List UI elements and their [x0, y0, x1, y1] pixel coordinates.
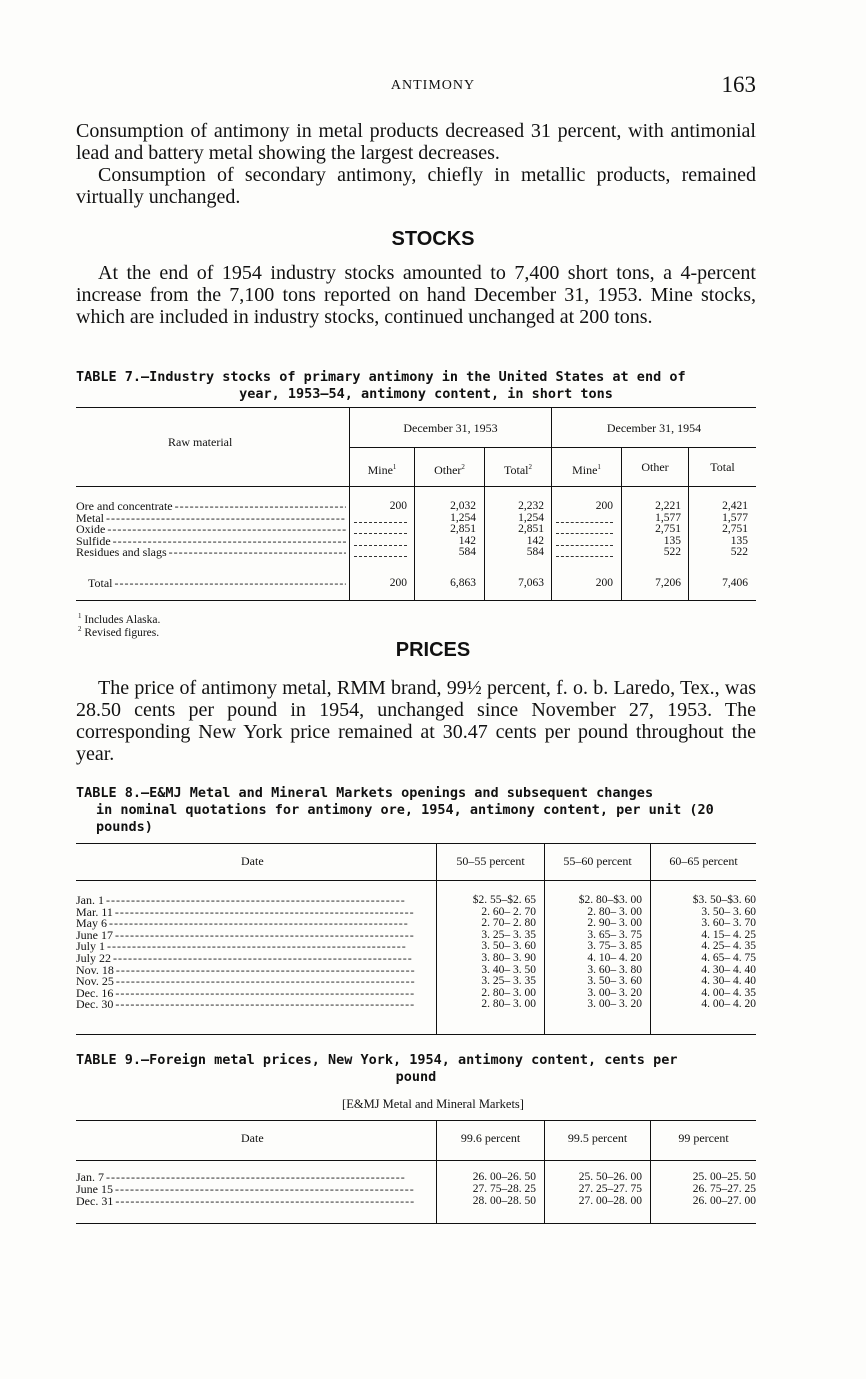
table7-cell: 584	[458, 546, 476, 558]
table8-caption-line3: pounds)	[96, 819, 153, 835]
stocks-paragraph: At the end of 1954 industry stocks amounted to 7,400 short tons, a 4-percent increase from the 7,100 tons reported on hand December 31, 1953. Mine stocks, which are included in industry stocks, continued unchanged at 200 tons.	[76, 262, 756, 328]
table8-row-date: Nov. 18 - - -	[76, 965, 434, 977]
table7-header-total-1953: Total$^2$	[504, 463, 532, 477]
table7-cell: 142	[526, 534, 544, 547]
table7-footnote-2: $^2$ Revised figures.	[78, 625, 160, 639]
table8-cell-50-55: 2. 80– 3. 00	[481, 986, 536, 999]
table7-cell: 2,751	[722, 523, 748, 535]
table9-header-99-5: 99.5 percent	[567, 1131, 628, 1145]
table7-cell: 2,221	[655, 500, 681, 512]
table7-cell: 135	[730, 534, 748, 547]
table9-caption-line1: TABLE 9.—Foreign metal prices, New York, 1954, antimony content, cents per	[76, 1052, 678, 1068]
prices-paragraph: The price of antimony metal, RMM brand, 99½ percent, f. o. b. Laredo, Tex., was 28.50 cents per pound in 1954, unchanged since November 27, 1953. The corresponding New York price remained at 30.47 cents per pound throughout the year.	[76, 677, 756, 765]
stocks-text	[76, 262, 756, 328]
table8-row-date: Nov. 25 - - -	[76, 976, 434, 988]
table8-header-50-55: 50–55 percent	[456, 854, 525, 868]
table8-cell-55-60: 3. 75– 3. 85	[587, 940, 642, 953]
table7-cell: 2,232	[518, 500, 544, 512]
table8-cell-50-55: 3. 40– 3. 50	[481, 963, 536, 976]
prices-text	[76, 677, 756, 765]
table9-header-99: 99 percent	[678, 1131, 729, 1145]
table8-cell-60-65: 3. 60– 3. 70	[701, 917, 756, 930]
table8-row-date: Dec. 30 - - -	[76, 999, 434, 1011]
table8-cell-55-60: $2. 80–$3. 00	[578, 894, 642, 906]
table7-total-cell: 7,206	[655, 577, 681, 589]
table8-row-date: May 6 - - -	[76, 918, 434, 930]
table7-header-dec-1953: December 31, 1953	[403, 421, 498, 435]
table8-cell-50-55: 3. 50– 3. 60	[481, 940, 536, 953]
table9-cell-99-5: 25. 50–26. 00	[578, 1171, 642, 1183]
table8-cell-50-55: 3. 80– 3. 90	[481, 952, 536, 964]
table7-empty-cell	[354, 522, 407, 523]
table8-cell-50-55: 2. 60– 2. 70	[481, 905, 536, 918]
table9-cell-99-6: 28. 00–28. 50	[472, 1195, 536, 1207]
table9-cell-99-6: 26. 00–26. 50	[472, 1171, 536, 1183]
table7-total-label: Total - - -	[88, 578, 346, 590]
table8-cell-55-60: 3. 60– 3. 80	[587, 963, 642, 976]
intro-paragraph-2: Consumption of secondary antimony, chiefly in metallic products, remained virtually unchanged.	[76, 164, 756, 208]
table9-cell-99: 26. 00–27. 00	[692, 1195, 756, 1207]
table9-cell-99: 26. 75–27. 25	[692, 1183, 756, 1195]
table7-cell: 2,751	[655, 523, 681, 535]
table7-empty-cell	[354, 533, 407, 534]
prices-heading: PRICES	[395, 639, 471, 661]
table7-footnote-1: $^1$ Includes Alaska.	[78, 612, 161, 626]
table7-total-cell: 200	[389, 577, 407, 589]
table7-header-raw-material: Raw material	[168, 435, 233, 449]
table8-cell-60-65: 4. 30– 4. 40	[701, 975, 756, 988]
table7-row-label: Oxide - - -	[76, 524, 346, 536]
table8-caption	[76, 785, 756, 836]
table7-cell: 2,851	[450, 523, 476, 535]
table8-cell-60-65: 3. 50– 3. 60	[701, 905, 756, 918]
table9-row-date: Jan. 7 - - -	[76, 1172, 434, 1184]
table8-cell-55-60: 3. 65– 3. 75	[587, 928, 642, 941]
table8-cell-60-65: 4. 25– 4. 35	[701, 940, 756, 953]
table8-cell-50-55: 2. 70– 2. 80	[481, 917, 536, 930]
page-number: 163	[721, 72, 756, 97]
table7-empty-cell	[556, 533, 613, 534]
table7-cell: 1,254	[450, 511, 476, 524]
table7-caption	[76, 369, 756, 403]
table8-row-date: Jan. 1 - - -	[76, 895, 434, 907]
table7-cell: 142	[458, 534, 476, 547]
table8-row-date: July 1 - - -	[76, 941, 434, 953]
table7-header-other-1953: Other$^2$	[434, 463, 465, 477]
table7-cell: 135	[663, 534, 681, 547]
table8-header-55-60: 55–60 percent	[563, 854, 632, 868]
table8-cell-60-65: 4. 30– 4. 40	[701, 963, 756, 976]
table7-header-other-1954: Other	[641, 460, 669, 474]
table8-cell-55-60: 2. 80– 3. 00	[587, 905, 642, 918]
table9-row-date: June 15 - - -	[76, 1184, 434, 1196]
running-header: ANTIMONY	[390, 78, 476, 93]
table7-empty-cell	[354, 545, 407, 546]
table9-caption	[76, 1052, 756, 1086]
table8-caption-line1: TABLE 8.—E&MJ Metal and Mineral Markets openings and subsequent changes	[76, 785, 654, 801]
table8-cell-55-60: 3. 00– 3. 20	[587, 986, 642, 999]
table8-cell-55-60: 3. 50– 3. 60	[587, 975, 642, 988]
table9-row-date: Dec. 31 - - -	[76, 1196, 434, 1208]
table7-cell: 200	[595, 500, 613, 512]
table7-row-label: Ore and concentrate - - -	[76, 501, 346, 513]
table9-header-date: Date	[241, 1131, 264, 1145]
table7-cell: 2,421	[722, 500, 748, 512]
table7-cell: 1,577	[655, 511, 681, 524]
table8-header-60-65: 60–65 percent	[669, 854, 738, 868]
table7-cell: 200	[389, 500, 407, 512]
table9-caption-line2: pound	[395, 1069, 437, 1085]
table7-row-label: Residues and slags - - -	[76, 547, 346, 559]
table7-header-total-1954: Total	[710, 460, 735, 474]
table7-cell: 2,032	[450, 500, 476, 512]
table8-row-date: June 17 - - -	[76, 930, 434, 942]
table7-header-mine-1953: Mine$^1$	[367, 463, 397, 477]
table8-cell-50-55: 3. 25– 3. 35	[481, 928, 536, 941]
table7-caption-line2: year, 1953–54, antimony content, in short tons	[239, 386, 613, 402]
table7-cell: 2,851	[518, 523, 544, 535]
table8-row-date: July 22 - - -	[76, 953, 434, 965]
table7-cell: 584	[526, 546, 544, 558]
table9-cell-99-6: 27. 75–28. 25	[472, 1183, 536, 1195]
table7-header-mine-1954: Mine$^1$	[572, 463, 601, 477]
table8-cell-50-55: $2. 55–$2. 65	[472, 894, 536, 906]
table7-cell: 522	[730, 546, 748, 558]
table7-cell: 1,577	[722, 511, 748, 524]
intro-paragraph-1: Consumption of antimony in metal products decreased 31 percent, with antimonial lead and battery metal showing the largest decreases.	[76, 120, 756, 164]
table8-cell-55-60: 4. 10– 4. 20	[587, 952, 642, 964]
table7-empty-cell	[354, 556, 407, 557]
table8-row-date: Mar. 11 - - -	[76, 907, 434, 919]
table8-cell-60-65: 4. 65– 4. 75	[701, 952, 756, 964]
table8-header-date: Date	[241, 854, 264, 868]
table7-total-cell: 7,063	[518, 577, 544, 589]
table8-row-date: Dec. 16 - - -	[76, 988, 434, 1000]
table8-cell-60-65: 4. 15– 4. 25	[701, 928, 756, 941]
table8-cell-60-65: 4. 00– 4. 35	[701, 986, 756, 999]
table9-header-99-6: 99.6 percent	[460, 1131, 521, 1145]
table8-cell-55-60: 3. 00– 3. 20	[587, 998, 642, 1011]
table8-cell-60-65: 4. 00– 4. 20	[701, 998, 756, 1011]
intro-text	[76, 120, 756, 208]
table7-total-cell: 200	[595, 577, 613, 589]
table7-empty-cell	[556, 545, 613, 546]
table7-header-dec-1954: December 31, 1954	[606, 421, 702, 435]
table9-cell-99: 25. 00–25. 50	[692, 1171, 756, 1183]
table8-cell-50-55: 2. 80– 3. 00	[481, 998, 536, 1011]
table7-total-cell: 7,406	[722, 577, 748, 589]
table8-cell-60-65: $3. 50–$3. 60	[692, 894, 756, 906]
table7-row-label: Metal - - -	[76, 513, 346, 525]
table9-source: [E&MJ Metal and Mineral Markets]	[342, 1097, 524, 1111]
stocks-heading: STOCKS	[391, 228, 475, 250]
table9-cell-99-5: 27. 25–27. 75	[578, 1183, 642, 1195]
table7-empty-cell	[556, 522, 613, 523]
table7-empty-cell	[556, 556, 613, 557]
table7-caption-line1: TABLE 7.—Industry stocks of primary antimony in the United States at end of	[76, 369, 686, 385]
table7-total-cell: 6,863	[450, 577, 476, 589]
table8-caption-line2: in nominal quotations for antimony ore, 1954, antimony content, per unit (20	[96, 802, 714, 818]
table7-cell: 522	[663, 546, 681, 558]
table7-cell: 1,254	[518, 511, 544, 524]
table7-row-label: Sulfide - - -	[76, 536, 346, 548]
table8-cell-50-55: 3. 25– 3. 35	[481, 975, 536, 988]
table8-cell-55-60: 2. 90– 3. 00	[587, 917, 642, 930]
table9-cell-99-5: 27. 00–28. 00	[578, 1195, 642, 1207]
